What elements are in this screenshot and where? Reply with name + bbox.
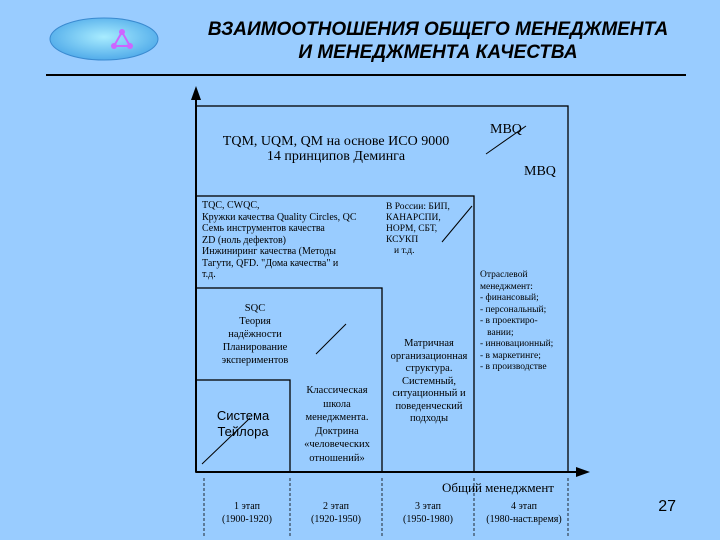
stage-name: 2 этап bbox=[323, 501, 349, 512]
stage-1 bbox=[204, 500, 290, 526]
matrix-line: поведенческий bbox=[395, 400, 463, 412]
matrix-line: Системный, bbox=[401, 375, 457, 387]
russia-line: В России: БИП, bbox=[386, 202, 450, 212]
tqc-line: TQC, CWQC, bbox=[202, 200, 260, 211]
title-rule bbox=[46, 74, 686, 76]
tqc-line: Инжиниринг качества (Методы bbox=[202, 246, 336, 257]
box-tqm-text bbox=[200, 134, 472, 164]
classic-line: Доктрина bbox=[315, 425, 359, 437]
stage-3 bbox=[382, 500, 474, 526]
title-line-1: ВЗАИМООТНОШЕНИЯ ОБЩЕГО МЕНЕДЖМЕНТА bbox=[207, 19, 669, 40]
stage-years: (1950-1980) bbox=[403, 514, 453, 525]
branch-line: - в проектиро- bbox=[480, 316, 538, 326]
box-sqc-text bbox=[198, 302, 312, 367]
stage-4 bbox=[474, 500, 574, 526]
russia-line: и т.д. bbox=[394, 246, 415, 256]
stage-name: 3 этап bbox=[415, 501, 441, 512]
stage-years: (1920-1950) bbox=[311, 514, 361, 525]
stage-2 bbox=[290, 500, 382, 526]
stage-name: 1 этап bbox=[234, 501, 260, 512]
classic-line: «человеческих bbox=[304, 439, 370, 450]
stage-years: (1980-наст.время) bbox=[486, 514, 562, 525]
tqc-line: Кружки качества Quality Circles, QC bbox=[202, 211, 357, 223]
sqc-line: экспериментов bbox=[221, 355, 289, 366]
box-tqc-text bbox=[202, 200, 402, 281]
box-branch-text bbox=[480, 270, 568, 374]
tqm-line-2: 14 принципов Деминга bbox=[266, 149, 406, 164]
branch-line: менеджмент: bbox=[480, 281, 533, 292]
branch-line: - инновационный; bbox=[480, 339, 554, 349]
matrix-line: ситуационный и bbox=[392, 388, 466, 399]
branch-line: - в маркетинге; bbox=[480, 350, 541, 361]
matrix-line: структура. bbox=[405, 363, 453, 374]
matrix-line: Матричная bbox=[404, 338, 454, 349]
taylor-line: Система bbox=[216, 408, 270, 423]
russia-line: КСУКП bbox=[386, 235, 419, 245]
mbq-label-top: MBQ bbox=[490, 122, 522, 137]
tqc-line: Семь инструментов качества bbox=[202, 223, 325, 234]
tqm-line-1: TQM, UQM, QM на основе ИСО 9000 bbox=[222, 134, 450, 149]
box-matrix-text bbox=[384, 338, 474, 426]
classic-line: менеджмента. bbox=[305, 412, 369, 423]
russia-line: КАНАРСПИ, bbox=[386, 213, 441, 223]
stage-years: (1900-1920) bbox=[222, 514, 272, 525]
y-axis-arrow-icon bbox=[191, 86, 201, 100]
classic-line: отношений» bbox=[309, 452, 365, 464]
sqc-line: SQC bbox=[244, 303, 266, 314]
box-russia-text bbox=[386, 202, 472, 257]
branch-line: - персональный; bbox=[480, 304, 547, 315]
branch-line: вании; bbox=[480, 327, 514, 338]
divider-sqc bbox=[316, 324, 346, 354]
x-axis-label: Общий менеджмент bbox=[442, 480, 554, 495]
branch-line: - в производстве bbox=[480, 362, 547, 372]
management-diagram bbox=[180, 80, 600, 540]
branch-line: - финансовый; bbox=[480, 293, 539, 303]
x-axis-arrow-icon bbox=[576, 467, 590, 477]
classic-line: школа bbox=[323, 398, 351, 410]
box-classic-text bbox=[292, 384, 382, 465]
sqc-line: Планирование bbox=[222, 342, 288, 353]
matrix-line: подходы bbox=[409, 413, 449, 424]
tqc-line: т.д. bbox=[202, 269, 216, 280]
sqc-line: надёжности bbox=[228, 329, 282, 340]
logo-graphic bbox=[48, 16, 160, 62]
stage-name: 4 этап bbox=[511, 501, 537, 512]
tqc-line: Тагути, QFD. "Дома качества" и bbox=[202, 257, 339, 269]
page-number: 27 bbox=[658, 498, 676, 515]
page-title bbox=[168, 18, 708, 64]
box-taylor-text bbox=[198, 408, 288, 440]
logo bbox=[48, 16, 160, 62]
matrix-line: организационная bbox=[390, 350, 468, 362]
mbq-label-right: MBQ bbox=[524, 164, 556, 179]
sqc-line: Теория bbox=[239, 316, 271, 327]
title-line-2: И МЕНЕДЖМЕНТА КАЧЕСТВА bbox=[298, 42, 578, 63]
russia-line: НОРМ, СБТ, bbox=[386, 224, 438, 234]
classic-line: Классическая bbox=[306, 385, 368, 396]
tqc-line: ZD (ноль дефектов) bbox=[202, 234, 287, 246]
taylor-line: Тейлора bbox=[217, 424, 269, 439]
branch-line: Отраслевой bbox=[480, 270, 528, 280]
